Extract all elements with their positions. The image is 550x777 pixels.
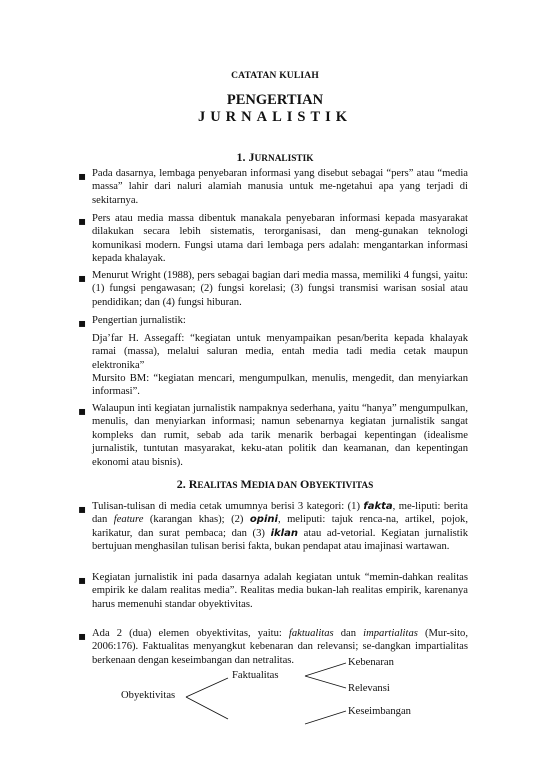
s1-paragraph-4: Pengertian jurnalistik:: [92, 315, 186, 326]
s1-paragraph-3: Menurut Wright (1988), pers sebagai bagian dari media massa, memiliki 4 fungsi, yaitu: (1) fungsi pengawasan; (2) fungsi korelasi; (3) fungsi transmisi warisan sosial atau pendidikan; dan (4) fungsi hiburan.: [92, 270, 468, 308]
tree-node-root: Obyektivitas: [121, 690, 176, 701]
title-line-1: PENGERTIAN: [226, 92, 324, 108]
title-line-2: JURNALISTIK: [197, 109, 353, 125]
bullet-icon: ▪: [78, 169, 87, 183]
course-label: CATATAN KULIAH: [231, 71, 319, 81]
tree-node-factuality: Faktualitas: [232, 670, 279, 681]
s1-definition-assegaff: Dja’far H. Assegaff: “kegiatan untuk menyampaikan pesan/berita kepada khalayak ramai (massa), melalui saluran media, entah media tadi media cetak maupun elektronika”: [92, 333, 468, 371]
s2-paragraph-3: Ada 2 (dua) elemen obyektivitas, yaitu: faktualitas dan impartialitas (Mur-sito, 2006:176). Faktualitas menyangkut kebenaran dan relevansi; se-dangkan impartialitas berkenaan dengan keseimbangan dan netralitas.: [92, 628, 468, 666]
tree-branch-line: [186, 678, 228, 697]
tree-node-balance: Keseimbangan: [348, 706, 411, 717]
bullet-icon: ▪: [78, 316, 87, 330]
tree-branch-line: [305, 663, 346, 676]
bullet-icon: ▪: [78, 214, 87, 228]
s1-definition-mursito: Mursito BM: “kegiatan mencari, mengumpulkan, menulis, mengedit, dan menyiarkan informasi”.: [92, 373, 468, 398]
tree-branch-line: [305, 711, 346, 724]
s1-paragraph-2: Pers atau media massa dibentuk manakala penyebaran informasi kepada masyarakat dilakukan secara lebih sistematis, terorganisasi, dan meng-gunakan teknologi komunikasi modern. Fungsi utama dari lembaga pers adalah: mengantarkan informasi kepada khalayak.: [92, 213, 468, 265]
bullet-icon: ▪: [78, 573, 87, 587]
s2-paragraph-2: Kegiatan jurnalistik ini pada dasarnya adalah kegiatan untuk “memin-dahkan realitas empirik ke dalam realitas media”. Realitas media bukan-lah realitas empirik, karenanya harus memenuhi standar obyektivitas.: [92, 572, 468, 610]
tree-branch-line: [305, 676, 346, 688]
tree-node-relevance: Relevansi: [348, 683, 390, 694]
s2-paragraph-1: Tulisan-tulisan di media cetak umumnya berisi 3 kategori: (1) fakta, me-liputi: berita dan feature (karangan khas); (2) opini, meliputi: tajuk renca-na, artikel, pojok, karikatur, dan surat pembaca; dan (3) iklan atau ad-vetorial. Kegiatan jurnalistik bertujuan menghasilan tulisan berisi fakta, bukan pendapat atau imajinasi wartawan.: [92, 501, 469, 553]
section-2-heading: 2. REALITAS MEDIA DAN OBYEKTIVITAS: [176, 477, 374, 491]
bullet-icon: ▪: [78, 502, 87, 516]
bullet-icon: ▪: [78, 404, 87, 418]
s1-paragraph-1: Pada dasarnya, lembaga penyebaran informasi yang disebut sebagai “pers” atau “media massa” lahir dari naluri alamiah manusia untuk me-ngetahui apa yang terjadi di sekitarnya.: [92, 168, 468, 206]
tree-branch-line: [186, 697, 228, 719]
bullet-icon: ▪: [78, 271, 87, 285]
s1-paragraph-5: Walaupun inti kegiatan jurnalistik nampaknya sederhana, yaitu “hanya” mengumpulkan, menulis, dan menyiarkan informasi; namun sebenarnya kegiatan jurnalistik sangat kompleks dan rumit, sebab ada tarik menarik berbagai kepentingan (idealisme jurnalistik, tuntutan masyarakat, keku-atan politik dan keamanan, dan kepentingan ekonomi atau bisnis).: [92, 403, 468, 468]
tree-node-truth: Kebenaran: [348, 657, 394, 668]
section-1-heading: 1. JURNALISTIK: [236, 150, 314, 164]
bullet-icon: ▪: [78, 629, 87, 643]
